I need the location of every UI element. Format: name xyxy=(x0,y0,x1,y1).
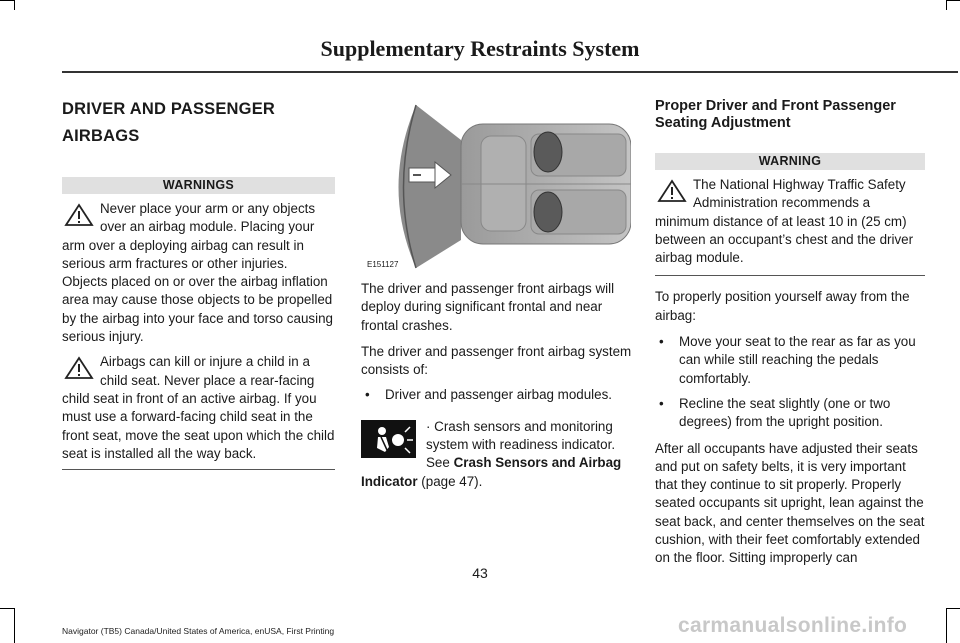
crop-mark xyxy=(0,608,14,609)
header-rule xyxy=(62,71,958,73)
crop-mark xyxy=(946,0,960,1)
warnings-bar: WARNINGS xyxy=(62,177,335,194)
crop-mark xyxy=(946,608,947,643)
crop-mark xyxy=(0,0,14,1)
bullet-dot: • xyxy=(659,334,664,350)
bullet-text: Move your seat to the rear as far as you can while still reaching the pedals comfortably. xyxy=(679,334,916,386)
print-note: Navigator (TB5) Canada/United States of America, enUSA, First Printing xyxy=(62,626,335,636)
warning-text-1: Never place your arm or any objects over an airbag module. Placing your arm over a deploying airbag can result in serious arm fractures or other injuries. Objects placed on or over the airbag inflation area may cause those objects to be propelled by the airbag into your face and torso causing serious injury. xyxy=(62,201,333,345)
bullet-dot: • xyxy=(659,395,664,411)
warning-bar: WARNING xyxy=(655,153,925,170)
paragraph: After all occupants have adjusted their seats and put on safety belts, it is very important that they continue to sit properly. Properly seated occupants sit upright, lean against the seat back, and center themselves on the seat cushion, with their feet comfortably extended on the floor. Sitting improperly can xyxy=(655,440,925,566)
figure-id: E151127 xyxy=(367,260,399,269)
crop-mark xyxy=(946,0,947,10)
warning-triangle-icon xyxy=(64,356,94,380)
watermark: carmanualsonline.info xyxy=(678,614,908,637)
list-item xyxy=(655,395,925,432)
section-heading: Proper Driver and Front Passenger Seating Adjustment xyxy=(655,98,896,131)
crop-mark xyxy=(946,608,960,609)
list-item xyxy=(655,333,925,388)
right-column xyxy=(655,98,925,568)
paragraph: The driver and passenger front airbag system consists of: xyxy=(361,343,632,378)
indicator-text: · Crash sensors and monitoring system with readiness indicator. See xyxy=(426,418,616,471)
warning-triangle-icon xyxy=(657,179,687,203)
bullet-text: Recline the seat slightly (one or two degrees) from the upright position. xyxy=(679,395,891,430)
bullet-text: Driver and passenger airbag modules. xyxy=(385,387,613,403)
warning-text-2: Airbags can kill or injure a child in a child seat. Never place a rear-facing child seat in front of an active airbag. If you must use a forward-facing child seat in the front seat, move the seat upon which the child seat is installed all the way back. xyxy=(62,354,335,461)
list-item xyxy=(361,386,633,404)
section-rule xyxy=(655,275,925,276)
warning-triangle-icon xyxy=(64,203,94,227)
crop-mark xyxy=(14,0,15,10)
bullet-dot: • xyxy=(365,387,370,403)
page-title: Supplementary Restraints System xyxy=(320,36,640,61)
paragraph: To properly position yourself away from the airbag: xyxy=(655,289,910,323)
airbag-indicator-icon xyxy=(361,420,416,458)
section-heading: DRIVER AND PASSENGER xyxy=(62,100,276,118)
airbag-illustration xyxy=(361,100,631,270)
section-rule xyxy=(62,469,335,470)
warning-text: The National Highway Traffic Safety Administration recommends a minimum distance of at least 10 in (25 cm) between an occupant’s chest and the driver airbag module. xyxy=(655,177,914,266)
paragraph: The driver and passenger front airbags will deploy during significant frontal and near frontal crashes. xyxy=(361,281,615,333)
crop-mark xyxy=(14,608,15,643)
cross-reference-link[interactable]: Crash Sensors and Airbag Indicator xyxy=(361,455,622,489)
page-reference: (page 47). xyxy=(421,473,483,489)
page-number: 43 xyxy=(472,565,488,581)
section-heading-2: AIRBAGS xyxy=(62,127,140,145)
middle-column xyxy=(361,280,633,491)
left-column xyxy=(62,96,335,470)
airbag-figure xyxy=(361,100,631,270)
